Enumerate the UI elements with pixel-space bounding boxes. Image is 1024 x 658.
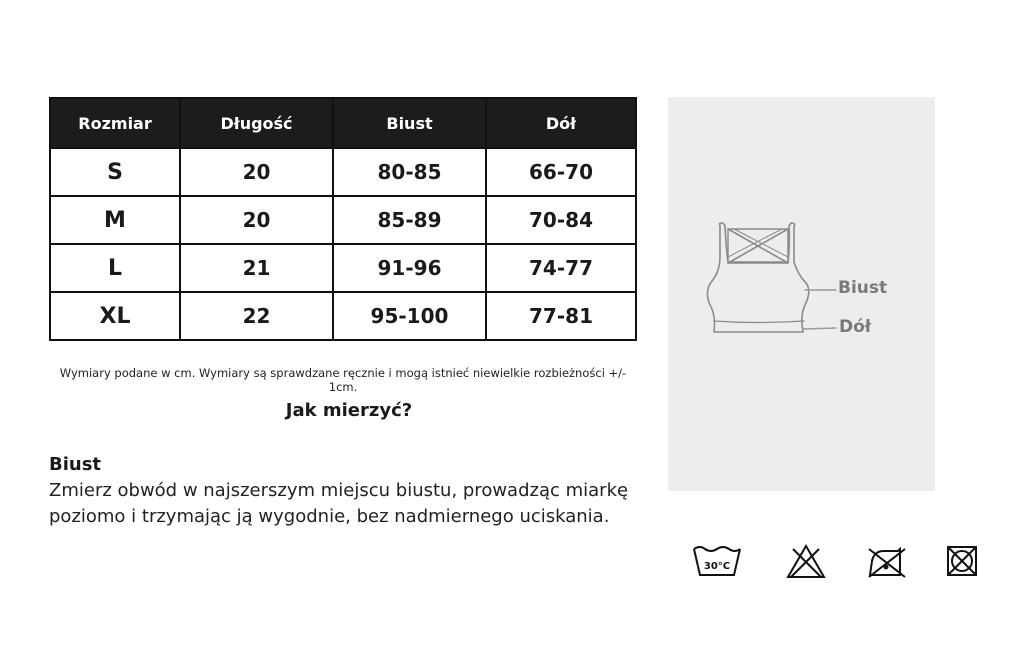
table-row <box>50 148 636 196</box>
header-bottom: Dół <box>486 98 636 148</box>
bottom-cell: 77-81 <box>486 292 636 340</box>
bottom-cell: 66-70 <box>486 148 636 196</box>
bust-cell: 80-85 <box>333 148 486 196</box>
size-cell: M <box>50 196 180 244</box>
table-row <box>50 292 636 340</box>
no-bleach-icon <box>785 543 827 584</box>
table-header-row <box>50 98 636 148</box>
table-row <box>50 244 636 292</box>
length-cell: 22 <box>180 292 333 340</box>
header-bust: Biust <box>333 98 486 148</box>
measurement-diagram <box>668 97 935 491</box>
no-iron-icon <box>866 543 908 584</box>
size-cell: L <box>50 244 180 292</box>
length-cell: 21 <box>180 244 333 292</box>
wash-temp-label: 30°C <box>703 561 731 572</box>
header-size: Rozmiar <box>50 98 180 148</box>
bust-cell: 95-100 <box>333 292 486 340</box>
diagram-label-bottom: Dół <box>839 317 872 337</box>
how-to-measure-title: Jak mierzyć? <box>285 400 413 421</box>
bust-cell: 91-96 <box>333 244 486 292</box>
bust-cell: 85-89 <box>333 196 486 244</box>
diagram-label-bust: Biust <box>838 278 888 298</box>
wash-30-icon <box>692 543 742 584</box>
bust-section-text: Zmierz obwód w najszerszym miejscu biustu, prowadząc miarkę poziomo i trzymając ją wygodnie, bez nadmiernego uciskania. <box>49 480 629 527</box>
table-row <box>50 196 636 244</box>
bottom-cell: 74-77 <box>486 244 636 292</box>
bottom-cell: 70-84 <box>486 196 636 244</box>
size-cell: XL <box>50 292 180 340</box>
header-length: Długość <box>180 98 333 148</box>
no-tumble-dry-icon <box>945 543 979 584</box>
length-cell: 20 <box>180 196 333 244</box>
bust-section-title: Biust <box>49 454 102 475</box>
length-cell: 20 <box>180 148 333 196</box>
size-cell: S <box>50 148 180 196</box>
sports-bra-icon <box>668 97 935 491</box>
size-table <box>49 97 637 341</box>
measurement-note: Wymiary podane w cm. Wymiary są sprawdzane ręcznie i mogą istnieć niewielkie rozbieżności +/- 1cm. <box>59 366 627 394</box>
